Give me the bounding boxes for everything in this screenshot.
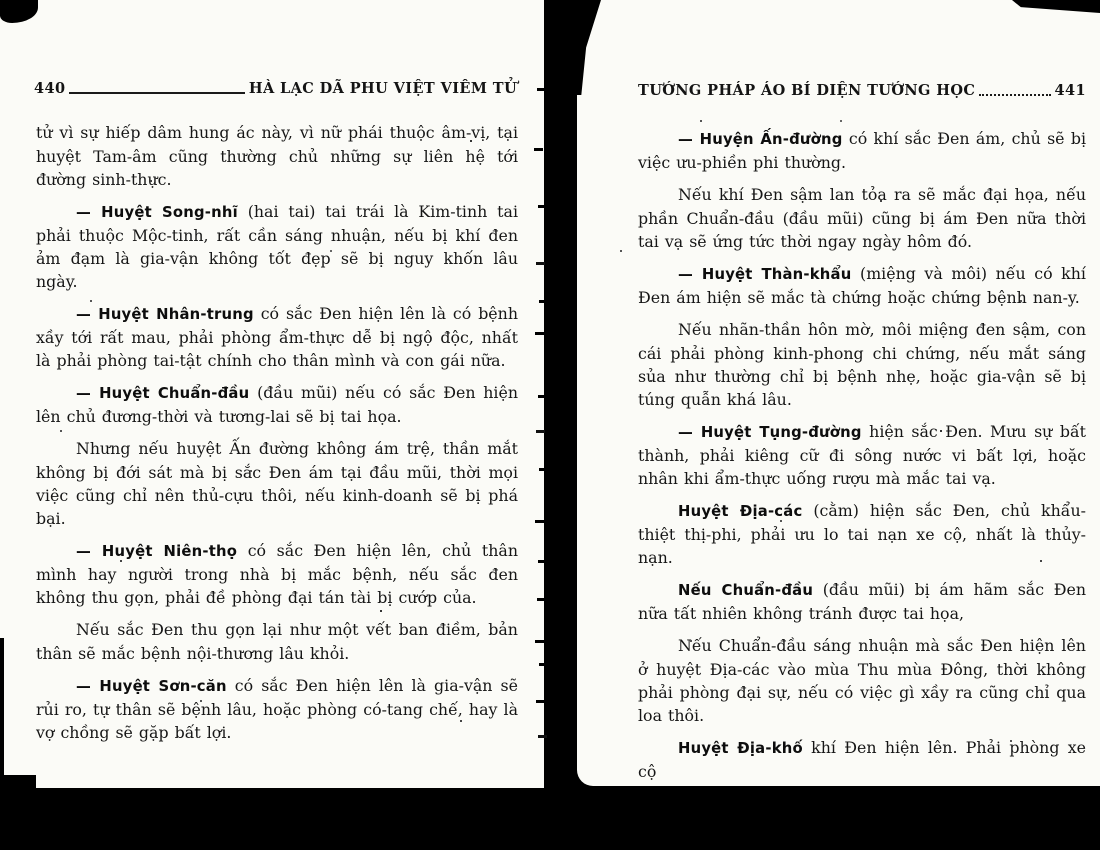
page-number-right: 441 [1054, 82, 1086, 99]
paragraph-text: (cằm) hiện sắc Đen, chủ khẩu-thiệt thị-phi, phải ưu lo tai nạn xe cộ, nhất là thủy-nạn. [638, 501, 1086, 567]
paragraph-lead: — Huyệt Nhân-trung [76, 306, 254, 323]
paragraph-text: Nếu nhãn-thần hôn mờ, môi miệng đen sậm, con cái phải phòng kinh-phong chi chứng, nếu mắt sáng sủa như thường chỉ bị bệnh nhẹ, hoặc gia-vận sẽ bị túng quẫn khá lâu. [638, 320, 1086, 409]
paragraph [36, 121, 518, 191]
paragraph-text: (đầu mũi) bị ám hãm sắc Đen nữa tất nhiên không tránh được tai họa, [638, 580, 1087, 623]
paragraph-text: khí Đen hiện lên. Phải phòng xe cộ [638, 738, 1086, 781]
paragraph [638, 499, 1086, 569]
paragraph-text: Nếu sắc Đen thu gọn lại như một vết ban điềm, bản thân sẽ mắc bệnh nội-thương lâu khỏi. [36, 620, 518, 663]
paragraph-lead: — Huyệt Chuẩn-đầu [76, 385, 250, 402]
paragraph [36, 200, 518, 293]
scan-artifact-gutter-marks [533, 0, 542, 3]
paragraph [638, 262, 1086, 309]
paragraph-text: Nếu Chuẩn-đầu sáng nhuận mà sắc Đen hiện lên ở huyệt Địa-các vào mùa Thu mùa Đông, thời không phải phòng đại sự, nếu có việc gì xầy ra cũng chỉ qua loa thôi. [638, 636, 1086, 725]
paragraph-lead: — Huyệt Niên-thọ [76, 543, 238, 560]
header-title-left: HÀ LẠC DÃ PHU VIỆT VIÊM TỬ [248, 80, 517, 97]
paragraph [36, 381, 518, 428]
paragraph-text: (miệng và môi) nếu có khí Đen ám hiện sẽ mắc tà chứng hoặc chứng bệnh nan-y. [638, 264, 1086, 307]
header-rule-left [69, 92, 244, 94]
scanned-page-right [577, 0, 1100, 786]
header-rule-right [979, 94, 1050, 96]
page-number-left: 440 [34, 80, 66, 97]
header-title-right: TƯỚNG PHÁP ÁO BÍ DIỆN TƯỚNG HỌC [638, 82, 976, 99]
paragraph [36, 539, 518, 609]
paragraph-lead: Huyệt Địa-khố [678, 740, 803, 757]
scan-speckles-right [0, 0, 2, 2]
paragraph-text: Nếu khí Đen sậm lan tỏa ra sẽ mắc đại họa, nếu phần Chuẩn-đầu (đầu mũi) cũng bị ám Đen nữa thời tai vạ sẽ ứng tức thời ngay ngày hôm đó. [638, 185, 1086, 251]
paragraph [638, 127, 1086, 174]
paragraph-text: hiện sắc Đen. Mưu sự bất thành, phải kiêng cữ đi sông nước vi bất lợi, hoặc nhân khi ẩm-thực uống rượu mà mắc tai vạ. [638, 422, 1086, 488]
paragraph-text: có khí sắc Đen ám, chủ sẽ bị việc ưu-phiền phi thường. [638, 129, 1087, 172]
scanned-page-left [0, 0, 544, 788]
paragraph [638, 420, 1086, 490]
text-block-right [638, 127, 1086, 792]
running-head-right [638, 82, 1086, 99]
paragraph-text: có sắc Đen hiện lên là gia-vận sẽ rủi ro, tự thân sẽ bệnh lâu, hoặc phòng có-tang chế, hay là vợ chồng sẽ gặp bất lợi. [36, 676, 518, 742]
paragraph [638, 736, 1086, 783]
paragraph [36, 302, 518, 372]
paragraph-lead: — Huyệt Sơn-căn [76, 678, 227, 695]
scan-artifact-bottom-left-step [0, 775, 36, 789]
paragraph-text: (đầu mũi) nếu có sắc Đen hiện lên chủ đương-thời và tương-lai sẽ bị tai họa. [36, 383, 518, 426]
paragraph-lead: — Huyệt Song-nhĩ [76, 204, 238, 221]
paragraph-text: có sắc Đen hiện lên là có bệnh xầy tới rất mau, phải phòng ẩm-thực dễ bị ngộ độc, nhất là phải phòng tai-tật chính cho thân mình và con gái nữa. [36, 304, 519, 370]
paragraph [36, 618, 518, 665]
paragraph [638, 578, 1086, 625]
scan-artifact-left-edge-strip [0, 638, 4, 788]
paragraph [36, 437, 518, 530]
paragraph-text: có sắc Đen hiện lên, chủ thân mình hay người trong nhà bị mắc bệnh, nếu sắc đen không thu gọn, phải đề phòng đại tán tài bị cướp của. [36, 541, 518, 607]
paragraph-lead: Nếu Chuẩn-đầu [678, 582, 814, 599]
paragraph-text: Nhưng nếu huyệt Ấn đường không ám trệ, thần mắt không bị đới sát mà bị sắc Đen ám tại đầu mũi, thời mọi việc cũng chỉ nên thủ-cựu thôi, nếu kinh-doanh sẽ bị phá bại. [36, 439, 518, 528]
paragraph-lead: — Huyệt Tụng-đường [678, 424, 862, 441]
paragraph [638, 183, 1086, 253]
paragraph [36, 674, 518, 744]
paragraph-text: tử vì sự hiếp dâm hung ác này, vì nữ phái thuộc âm-vị, tại huyệt Tam-âm cũng thường chủ những sự liên hệ tới đường sinh-thực. [36, 123, 518, 189]
running-head-left [34, 80, 517, 97]
paragraph-lead: — Huyện Ấn-đường [678, 131, 843, 148]
paragraph-lead: Huyệt Địa-các [678, 503, 803, 520]
paragraph [638, 318, 1086, 411]
text-block-left [36, 121, 518, 753]
paragraph [638, 634, 1086, 727]
paragraph-text: (hai tai) tai trái là Kim-tinh tai phải thuộc Mộc-tinh, rất cần sáng nhuận, nếu bị khí đen ảm đạm là gia-vận không tốt đẹp sẽ bị nguy khốn lâu ngày. [36, 202, 518, 291]
paragraph-lead: — Huyệt Thàn-khẩu [678, 266, 852, 283]
